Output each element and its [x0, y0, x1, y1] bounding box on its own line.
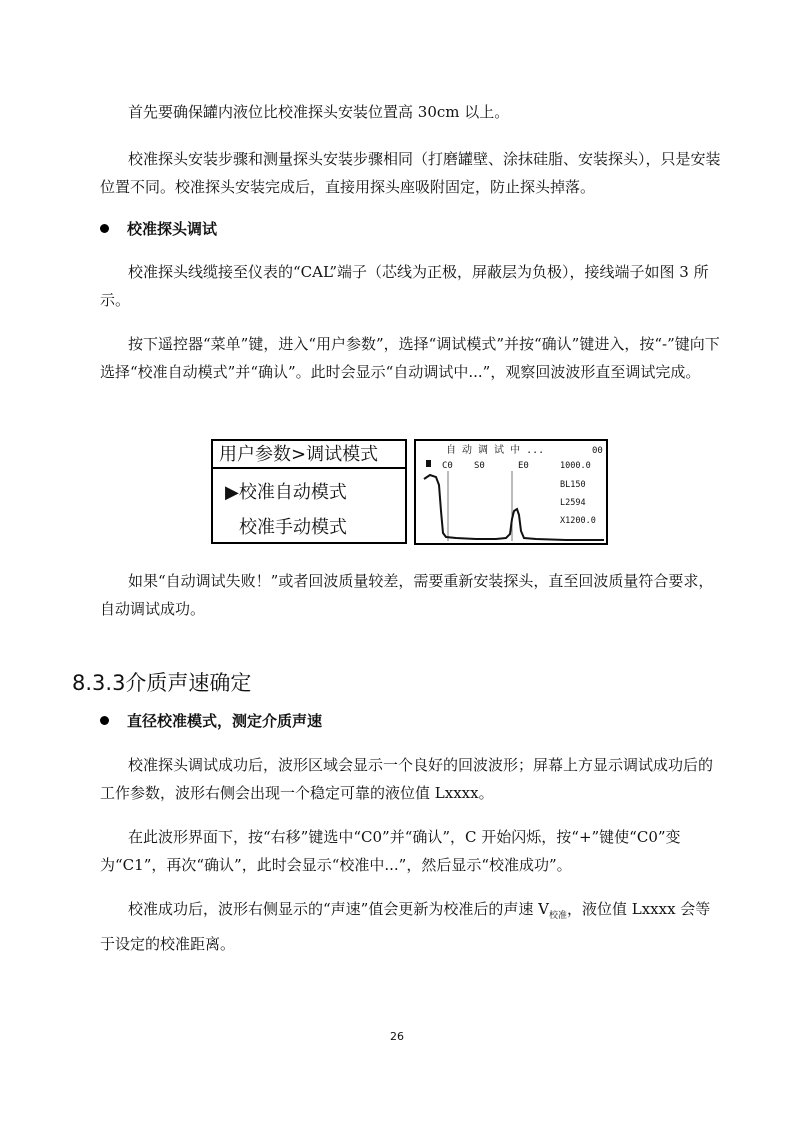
marker-c0: C0	[442, 461, 453, 471]
paragraph-calibrate-result	[100, 895, 722, 958]
lcd-menu-item-auto: ▶校准自动模式	[225, 482, 347, 503]
lcd-menu-title: 用户参数>调试模式	[213, 441, 405, 469]
bullet-probe-debug	[100, 217, 217, 241]
waveform-svg	[416, 441, 606, 543]
paragraph-failure: 如果“自动调试失败！”或者回波质量较差，需要重新安装探头，直至回波质量符合要求，自动调试成功。	[100, 572, 714, 618]
paragraph-probe-install: 校准探头安装步骤和测量探头安装步骤相同（打磨罐壁、涂抹硅脂、安装探头），只是安装位置不同。校准探头安装完成后，直接用探头座吸附固定，防止探头掉落。	[100, 150, 721, 196]
marker-s0: S0	[474, 461, 485, 471]
marker-e0: E0	[518, 461, 529, 471]
bullet-label: 直径校准模式，测定介质声速	[127, 712, 323, 730]
waveform-figure	[414, 439, 608, 545]
paragraph-calibrate-steps: 在此波形界面下，按“右移”键选中“C0”并“确认”，C 开始闪烁，按“+”键使“C0”变为“C1”，再次“确认”，此时会显示“校准中...”，然后显示“校准成功”。	[100, 828, 681, 874]
value-readout-1: 1000.0	[560, 461, 591, 471]
paragraph-waveform: 校准探头调试成功后，波形区域会显示一个良好的回波波形；屏幕上方显示调试成功后的工作参数，波形右侧会出现一个稳定可靠的液位值 Lxxxx。	[100, 756, 714, 802]
bullet-diameter-mode	[100, 709, 322, 733]
text-part-b: ，液位值 Lxxxx 会等于设定的校准距离。	[100, 900, 711, 953]
subscript-calibration: 校准	[548, 911, 567, 921]
lcd-menu-figure	[211, 439, 407, 544]
text-part-a: 校准成功后，波形右侧显示的“声速”值会更新为校准后的声速 V	[128, 900, 549, 918]
cursor-block-icon	[426, 460, 431, 467]
wave-header-code: 00	[592, 446, 603, 456]
value-readout-3: L2594	[560, 498, 586, 508]
bullet-dot-icon	[100, 716, 109, 725]
value-readout-4: X1200.0	[560, 516, 596, 526]
wave-header: 自 动 调 试 中 ...	[446, 445, 545, 456]
paragraph-remote-steps: 按下遥控器“菜单”键，进入“用户参数”，选择“调试模式”并按“确认”键进入，按“-”键向下选择“校准自动模式”并“确认”。此时会显示“自动调试中...”，观察回波波形直至调试完成。	[100, 335, 720, 381]
value-readout-2: BL150	[560, 480, 586, 490]
page-number: 26	[390, 1030, 404, 1043]
paragraph-cable: 校准探头线缆接至仪表的“CAL”端子（芯线为正极，屏蔽层为负极），接线端子如图 3 所示。	[100, 263, 709, 309]
lcd-menu-item-manual: 校准手动模式	[239, 517, 347, 538]
bullet-label: 校准探头调试	[127, 220, 218, 238]
section-heading: 8.3.3介质声速确定	[72, 671, 252, 696]
bullet-dot-icon	[100, 224, 109, 233]
paragraph-probe-level: 首先要确保罐内液位比校准探头安装位置高 30cm 以上。	[128, 103, 510, 121]
